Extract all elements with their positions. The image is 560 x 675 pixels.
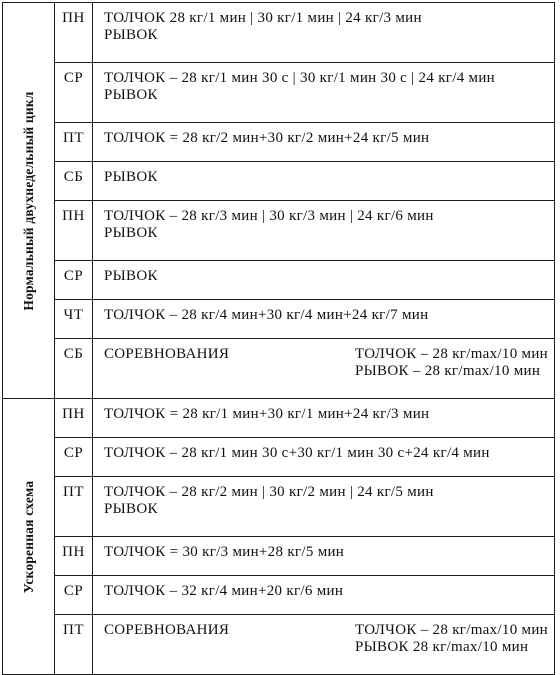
workout-line: РЫВОК — [104, 268, 158, 284]
workout-line: ТОЛЧОК – 28 кг/2 мин | 30 кг/2 мин | 24 кг/5 мин — [104, 484, 434, 500]
group-label-cell — [3, 399, 55, 675]
training-schedule-table — [2, 2, 555, 675]
workout-cell — [93, 438, 555, 477]
table-row — [3, 576, 555, 615]
competition-title: СОРЕВНОВАНИЯ — [104, 346, 230, 362]
workout-cell — [93, 300, 555, 339]
table-row — [3, 339, 555, 399]
day-cell: ЧТ — [55, 300, 93, 339]
day-cell: СР — [55, 438, 93, 477]
group-label-cell — [3, 3, 55, 399]
table-row — [3, 63, 555, 123]
workout-line: ТОЛЧОК = 28 кг/2 мин+30 кг/2 мин+24 кг/5 мин — [104, 130, 430, 146]
day-cell: СБ — [55, 162, 93, 201]
competition-cell — [93, 615, 555, 675]
competition-detail: ТОЛЧОК – 28 кг/max/10 мин — [355, 622, 548, 638]
day-cell: СР — [55, 576, 93, 615]
table-row — [3, 300, 555, 339]
table-row — [3, 537, 555, 576]
workout-cell — [93, 3, 555, 63]
table-row — [3, 438, 555, 477]
workout-cell — [93, 477, 555, 537]
workout-line: ТОЛЧОК – 28 кг/1 мин 30 с | 30 кг/1 мин 30 с | 24 кг/4 мин — [104, 70, 495, 86]
table-row — [3, 123, 555, 162]
workout-cell — [93, 261, 555, 300]
workout-line: ТОЛЧОК – 28 кг/4 мин+30 кг/4 мин+24 кг/7 мин — [104, 307, 429, 323]
workout-line: РЫВОК — [104, 169, 158, 185]
day-cell: ПТ — [55, 123, 93, 162]
workout-cell — [93, 537, 555, 576]
competition-title: СОРЕВНОВАНИЯ — [104, 622, 230, 638]
workout-cell — [93, 63, 555, 123]
workout-line: ТОЛЧОК = 30 кг/3 мин+28 кг/5 мин — [104, 544, 345, 560]
competition-detail: ТОЛЧОК – 28 кг/max/10 мин — [355, 346, 548, 362]
workout-line: ТОЛЧОК – 32 кг/4 мин+20 кг/6 мин — [104, 583, 344, 599]
competition-cell — [93, 339, 555, 399]
workout-line: ТОЛЧОК – 28 кг/3 мин | 30 кг/3 мин | 24 кг/6 мин — [104, 208, 434, 224]
workout-line: РЫВОК — [104, 27, 158, 43]
table-row — [3, 162, 555, 201]
table-row — [3, 3, 555, 63]
day-cell: ПН — [55, 3, 93, 63]
table-row — [3, 261, 555, 300]
workout-line: РЫВОК — [104, 225, 158, 241]
group-label: Нормальный двухнедельный цикл — [20, 90, 36, 311]
table-row — [3, 477, 555, 537]
group-label: Ускоренная схема — [20, 480, 36, 593]
workout-line: ТОЛЧОК – 28 кг/1 мин 30 с+30 кг/1 мин 30 с+24 кг/4 мин — [104, 445, 490, 461]
workout-cell — [93, 576, 555, 615]
table-row — [3, 201, 555, 261]
workout-line: ТОЛЧОК 28 кг/1 мин | 30 кг/1 мин | 24 кг/3 мин — [104, 10, 422, 26]
day-cell: ПН — [55, 537, 93, 576]
day-cell: ПТ — [55, 615, 93, 675]
workout-cell — [93, 201, 555, 261]
day-cell: ПН — [55, 201, 93, 261]
workout-cell — [93, 399, 555, 438]
table-row — [3, 615, 555, 675]
day-cell: ПН — [55, 399, 93, 438]
workout-cell — [93, 162, 555, 201]
table-row — [3, 399, 555, 438]
day-cell: СБ — [55, 339, 93, 399]
workout-line: РЫВОК — [104, 87, 158, 103]
day-cell: СР — [55, 63, 93, 123]
workout-cell — [93, 123, 555, 162]
workout-line: ТОЛЧОК = 28 кг/1 мин+30 кг/1 мин+24 кг/3 мин — [104, 406, 430, 422]
workout-line: РЫВОК — [104, 501, 158, 517]
day-cell: ПТ — [55, 477, 93, 537]
competition-detail: РЫВОК 28 кг/max/10 мин — [355, 639, 529, 655]
competition-detail: РЫВОК – 28 кг/max/10 мин — [355, 363, 541, 379]
day-cell: СР — [55, 261, 93, 300]
